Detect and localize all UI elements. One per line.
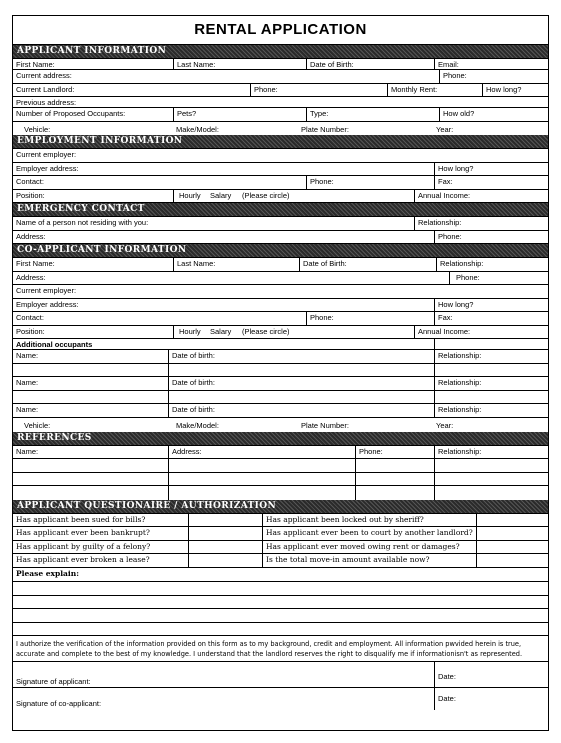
occupant-vehicle-row xyxy=(13,418,548,432)
reference-address-cell[interactable] xyxy=(168,473,355,486)
coapplicant-please-circle-label: (Please circle) xyxy=(242,326,290,336)
applicant-name-row xyxy=(13,59,548,70)
reference-row[interactable] xyxy=(13,459,548,473)
coapplicant-employer-address-row xyxy=(13,299,548,313)
occupant-dob-field[interactable]: Date of birth: xyxy=(168,350,434,363)
question-row xyxy=(13,554,548,568)
reference-name-cell[interactable] xyxy=(13,473,168,486)
coapplicant-signature-date-field[interactable]: Date: xyxy=(434,688,548,710)
question-row xyxy=(13,527,548,541)
applicant-signature-row xyxy=(13,662,548,688)
employment-address-row xyxy=(13,163,548,177)
answer-locked-out-by-sheriff[interactable] xyxy=(476,514,548,527)
coapplicant-signature-field[interactable]: Signature of co-applicant: xyxy=(16,698,102,708)
occupant-relationship-field[interactable]: Relationship: xyxy=(434,350,548,363)
coapplicant-position-row xyxy=(13,326,548,340)
applicant-plate-field[interactable]: Plate Number: xyxy=(301,124,349,134)
employment-contact-field[interactable]: Contact: xyxy=(16,177,44,186)
occupant-spacer-cell xyxy=(434,364,548,376)
explain-line[interactable] xyxy=(13,623,548,636)
applicant-previous-address-field[interactable]: Previous address: xyxy=(16,98,77,107)
coapplicant-signature-row xyxy=(13,688,548,710)
explain-line[interactable] xyxy=(13,609,548,623)
employment-hourly-option[interactable]: Hourly xyxy=(173,190,203,203)
question-bankrupt: Has applicant ever been bankrupt? xyxy=(16,528,150,537)
occupant-row xyxy=(13,404,548,418)
occupant-spacer-cell xyxy=(168,391,434,403)
coapplicant-position-field[interactable]: Position: xyxy=(16,326,45,336)
occupant-relationship-field[interactable]: Relationship: xyxy=(434,404,548,417)
applicant-vehicle-year-field[interactable]: Year: xyxy=(436,124,454,134)
explain-line[interactable] xyxy=(13,582,548,596)
answer-bankrupt[interactable] xyxy=(188,527,262,540)
emergency-address-row xyxy=(13,231,548,245)
applicant-occupants-field[interactable]: Number of Proposed Occupants: xyxy=(16,109,126,118)
reference-phone-header: Phone: xyxy=(355,446,434,459)
coapplicant-employer-row xyxy=(13,285,548,299)
occupant-dob-field[interactable]: Date of birth: xyxy=(168,377,434,390)
applicant-vehicle-field[interactable]: Vehicle: xyxy=(24,124,51,134)
applicant-last-name-field[interactable]: Last Name: xyxy=(173,59,306,69)
section-references: REFERENCES xyxy=(13,432,548,446)
coapplicant-hourly-option[interactable]: Hourly xyxy=(173,326,203,339)
applicant-pets-field[interactable]: Pets? xyxy=(173,108,306,121)
question-felony: Has applicant by guilty of a felony? xyxy=(16,541,151,551)
additional-occupants-heading-row xyxy=(13,339,548,350)
coapplicant-last-name-field[interactable]: Last Name: xyxy=(173,258,299,271)
answer-broken-lease[interactable] xyxy=(188,554,262,567)
applicant-email-field[interactable]: Email: xyxy=(434,59,548,69)
question-locked-out-by-sheriff: Has applicant been locked out by sheriff? xyxy=(262,514,476,527)
occupant-row xyxy=(13,350,548,364)
references-header-row xyxy=(13,446,548,460)
coapplicant-address-row xyxy=(13,272,548,286)
answer-moved-owing-rent[interactable] xyxy=(476,541,548,554)
reference-phone-cell[interactable] xyxy=(355,486,434,500)
reference-name-cell[interactable] xyxy=(13,459,168,472)
reference-relationship-cell[interactable] xyxy=(434,486,548,500)
occupant-make-model-field[interactable]: Make/Model: xyxy=(176,421,219,430)
employment-please-circle-label: (Please circle) xyxy=(242,190,290,200)
question-row xyxy=(13,514,548,528)
coapplicant-annual-income-field[interactable]: Annual Income: xyxy=(414,326,548,339)
reference-relationship-cell[interactable] xyxy=(434,473,548,486)
applicant-current-address-field[interactable]: Current address: xyxy=(16,71,72,80)
reference-relationship-cell[interactable] xyxy=(434,459,548,472)
question-row xyxy=(13,541,548,555)
reference-row[interactable] xyxy=(13,473,548,487)
applicant-previous-address-row xyxy=(13,97,548,108)
reference-address-cell[interactable] xyxy=(168,486,355,500)
question-moved-owing-rent: Has applicant ever moved owing rent or damages? xyxy=(262,541,476,554)
explain-line[interactable] xyxy=(13,596,548,609)
emergency-phone-field[interactable]: Phone: xyxy=(434,231,548,244)
current-employer-field[interactable]: Current employer: xyxy=(16,150,77,159)
employment-how-long-field[interactable]: How long? xyxy=(434,163,548,176)
section-co-applicant-information: CO-APPLICANT INFORMATION xyxy=(13,244,548,258)
applicant-signature-field[interactable]: Signature of applicant: xyxy=(16,676,91,686)
occupant-spacer-row xyxy=(13,391,548,404)
answer-move-in-amount[interactable] xyxy=(476,554,548,567)
reference-name-cell[interactable] xyxy=(13,486,168,500)
please-explain-label: Please explain: xyxy=(16,568,79,578)
applicant-phone-field[interactable]: Phone: xyxy=(439,70,548,83)
question-sued-for-bills: Has applicant been sued for bills? xyxy=(16,514,146,524)
occupant-name-field[interactable]: Name: xyxy=(16,405,39,414)
applicant-signature-date-field[interactable]: Date: xyxy=(434,662,548,687)
coapplicant-contact-phone-field[interactable]: Phone: xyxy=(306,312,434,325)
coapplicant-phone-field[interactable]: Phone: xyxy=(449,272,548,285)
occupant-spacer-row xyxy=(13,364,548,377)
coapplicant-first-name-field[interactable]: First Name: xyxy=(16,259,55,268)
employment-employer-row xyxy=(13,149,548,163)
reference-address-cell[interactable] xyxy=(168,459,355,472)
section-emergency-contact: EMERGENCY CONTACT xyxy=(13,203,548,217)
occupant-name-field[interactable]: Name: xyxy=(16,378,39,387)
applicant-pet-age-field[interactable]: How old? xyxy=(439,108,548,121)
occupant-spacer-cell xyxy=(434,391,548,403)
section-applicant-questionnaire: APPLICANT QUESTIONAIRE / AUTHORIZATION xyxy=(13,500,548,514)
coapplicant-how-long-field[interactable]: How long? xyxy=(434,299,548,312)
reference-name-header: Name: xyxy=(16,446,39,456)
answer-sued-for-bills[interactable] xyxy=(188,514,262,527)
employment-position-row xyxy=(13,190,548,204)
emergency-relationship-field[interactable]: Relationship: xyxy=(414,217,548,230)
additional-occupants-heading: Additional occupants xyxy=(16,340,93,349)
answer-felony[interactable] xyxy=(188,541,262,554)
coapplicant-address-field[interactable]: Address: xyxy=(16,272,46,282)
coapplicant-contact-field[interactable]: Contact: xyxy=(16,313,44,322)
coapplicant-salary-option[interactable]: Salary xyxy=(210,326,232,336)
applicant-current-landlord-field[interactable]: Current Landlord: xyxy=(16,84,75,94)
coapplicant-fax-field[interactable]: Fax: xyxy=(434,312,548,325)
occupant-relationship-field[interactable]: Relationship: xyxy=(434,377,548,390)
employment-position-field[interactable]: Position: xyxy=(16,190,45,200)
employer-address-field[interactable]: Employer address: xyxy=(16,163,79,173)
coapplicant-name-row xyxy=(13,258,548,272)
explain-row xyxy=(13,568,548,582)
occupant-vehicle-year-field[interactable]: Year: xyxy=(436,421,454,430)
emergency-address-field[interactable]: Address: xyxy=(16,231,46,241)
applicant-pet-type-field[interactable]: Type: xyxy=(306,108,439,121)
rental-application-form xyxy=(12,15,549,731)
applicant-vehicle-row xyxy=(13,122,548,136)
question-court-by-landlord: Has applicant ever been to court by another landlord? xyxy=(262,527,476,540)
answer-court-by-landlord[interactable] xyxy=(476,527,548,540)
occupant-row xyxy=(13,377,548,391)
reference-address-header: Address: xyxy=(168,446,355,459)
reference-phone-cell[interactable] xyxy=(355,459,434,472)
applicant-how-long-field[interactable]: How long? xyxy=(482,84,548,97)
applicant-monthly-rent-field[interactable]: Monthly Rent: xyxy=(387,84,482,97)
applicant-address-row xyxy=(13,70,548,84)
section-applicant-information: APPLICANT INFORMATION xyxy=(13,45,548,59)
coapplicant-contact-row xyxy=(13,312,548,326)
employment-contact-row xyxy=(13,176,548,190)
employment-phone-field[interactable]: Phone: xyxy=(306,176,434,189)
emergency-name-row xyxy=(13,217,548,231)
occupant-name-field[interactable]: Name: xyxy=(16,351,39,360)
emergency-name-field[interactable]: Name of a person not residing with you: xyxy=(16,218,149,227)
reference-row[interactable] xyxy=(13,486,548,500)
applicant-landlord-row xyxy=(13,84,548,98)
occupant-dob-field[interactable]: Date of birth: xyxy=(168,404,434,417)
occupant-plate-field[interactable]: Plate Number: xyxy=(301,421,349,430)
employment-annual-income-field[interactable]: Annual Income: xyxy=(414,190,548,203)
coapplicant-employer-address-field[interactable]: Employer address: xyxy=(16,299,79,309)
occupants-heading-spacer xyxy=(434,339,548,349)
coapplicant-relationship-field[interactable]: Relationship: xyxy=(436,258,548,271)
form-title: RENTAL APPLICATION xyxy=(13,16,548,45)
occupant-vehicle-field[interactable]: Vehicle: xyxy=(24,421,51,430)
coapplicant-dob-field[interactable]: Date of Birth: xyxy=(299,258,436,271)
reference-phone-cell[interactable] xyxy=(355,473,434,486)
authorization-statement: I authorize the verification of the information provided on this form as to my background, credit and employment. All information pwvided herein is true, accurate and complete to the best of my knowledge. I understand that the landlord reserves the right to disqualify me if informationisn't as represented. xyxy=(13,636,548,662)
coapplicant-current-employer-field[interactable]: Current employer: xyxy=(16,286,77,295)
applicant-dob-field[interactable]: Date of Birth: xyxy=(306,59,434,69)
question-broken-lease: Has applicant ever broken a lease? xyxy=(16,555,150,564)
section-employment-information: EMPLOYMENT INFORMATION xyxy=(13,135,548,149)
applicant-first-name-field[interactable]: First Name: xyxy=(16,60,55,69)
applicant-make-model-field[interactable]: Make/Model: xyxy=(176,124,219,134)
employment-fax-field[interactable]: Fax: xyxy=(434,176,548,189)
applicant-landlord-phone-field[interactable]: Phone: xyxy=(250,84,387,97)
reference-relationship-header: Relationship: xyxy=(434,446,548,459)
applicant-occupants-row xyxy=(13,108,548,122)
occupant-spacer-cell xyxy=(168,364,434,376)
question-move-in-amount: Is the total move-in amount available now? xyxy=(262,554,476,567)
employment-salary-option[interactable]: Salary xyxy=(210,190,232,200)
